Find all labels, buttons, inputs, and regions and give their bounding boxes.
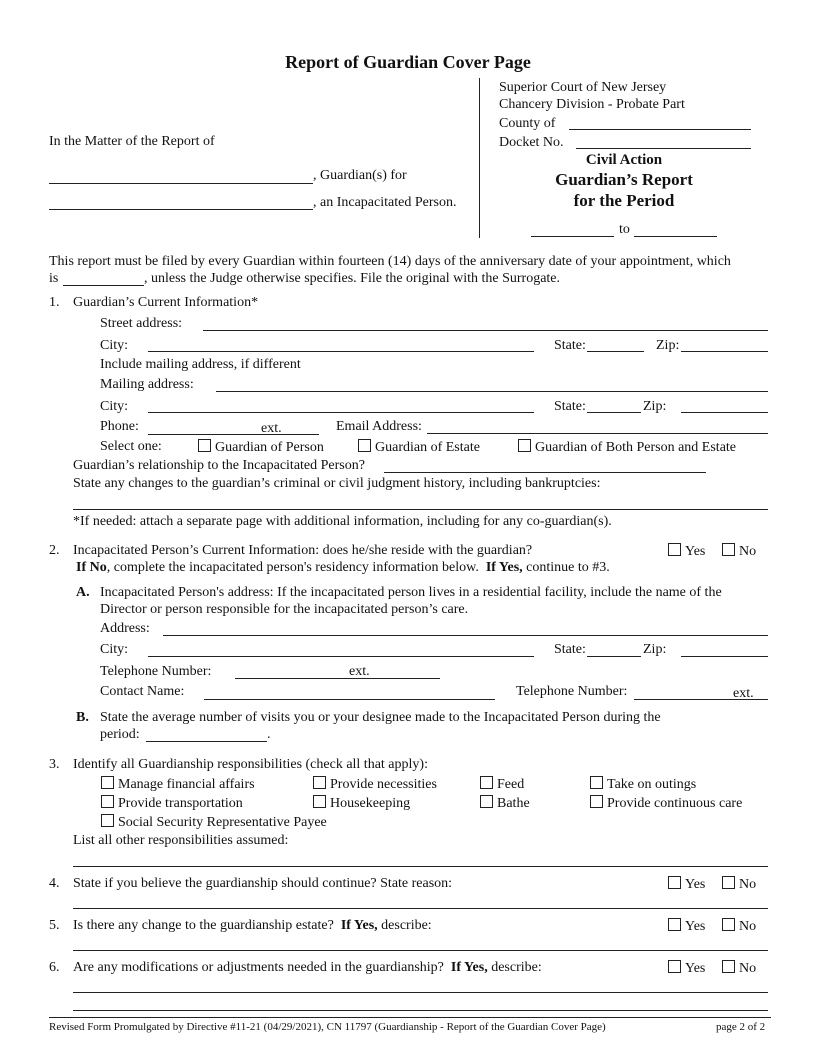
intro-line2: , unless the Judge otherwise specifies. File the original with the Surrogate. xyxy=(144,271,561,286)
checkbox-icon[interactable] xyxy=(358,439,371,452)
s1-opt-both-label: Guardian of Both Person and Estate xyxy=(535,440,737,455)
s4-num: 4. xyxy=(49,876,60,891)
checkbox-icon[interactable] xyxy=(313,795,326,808)
s2b-text1: State the average number of visits you or your designee made to the Incapacitated Person during the xyxy=(100,710,661,725)
s1-street-field[interactable] xyxy=(203,330,768,331)
footer-page: page 2 of 2 xyxy=(716,1021,766,1033)
s1-opt-both[interactable] xyxy=(518,439,736,456)
s1-note: *If needed: attach a separate page with additional information, including for any co-guardian(s). xyxy=(73,514,612,529)
s3-opt-continuous[interactable] xyxy=(590,795,742,812)
s1-city-field[interactable] xyxy=(148,351,534,352)
s2-yes[interactable] xyxy=(668,543,705,560)
s1-email-field[interactable] xyxy=(427,433,768,434)
checkbox-icon[interactable] xyxy=(313,776,326,789)
docket-label: Docket No. xyxy=(499,135,564,150)
s1-relationship-label: Guardian’s relationship to the Incapacitated Person? xyxy=(73,458,365,473)
s1-zip2-label: Zip: xyxy=(643,399,667,414)
s1-num: 1. xyxy=(49,295,60,310)
incap-label: , an Incapacitated Person. xyxy=(313,195,457,210)
s1-state2-field[interactable] xyxy=(587,412,641,413)
s3-opt-label: Manage financial affairs xyxy=(118,777,255,792)
s5-describe: describe: xyxy=(381,918,432,933)
s6-describe: describe: xyxy=(491,960,542,975)
s3-opt-label: Provide continuous care xyxy=(607,796,743,811)
s3-opt-outings[interactable] xyxy=(590,776,696,793)
checkbox-icon[interactable] xyxy=(668,918,681,931)
s1-opt-person[interactable] xyxy=(198,439,324,456)
s5-describe-field[interactable] xyxy=(73,950,768,951)
checkbox-icon[interactable] xyxy=(101,776,114,789)
docket-field[interactable] xyxy=(576,148,751,149)
guardian-for-label: , Guardian(s) for xyxy=(313,168,407,183)
s2-address-label: Address: xyxy=(100,621,150,636)
checkbox-icon[interactable] xyxy=(518,439,531,452)
period-to-field[interactable] xyxy=(634,236,717,237)
s2-state-label: State: xyxy=(554,642,586,657)
s6-text xyxy=(73,960,542,976)
s1-phone-label: Phone: xyxy=(100,419,139,434)
s1-city-label: City: xyxy=(100,338,129,353)
checkbox-icon[interactable] xyxy=(480,795,493,808)
s1-phone-field[interactable] xyxy=(148,434,319,435)
s1-mailing-note: Include mailing address, if different xyxy=(100,357,301,372)
s1-changes-field[interactable] xyxy=(73,509,768,510)
s6-describe-field-1[interactable] xyxy=(73,992,768,993)
s6-no-label: No xyxy=(739,961,757,976)
s3-opt-financial[interactable] xyxy=(101,776,255,793)
s2b-period-dot: . xyxy=(267,727,271,742)
s1-state-label: State: xyxy=(554,338,586,353)
s2b-text2: period: xyxy=(100,727,140,742)
s6-text-main: Are any modifications or adjustments needed in the guardianship? xyxy=(73,960,444,975)
s3-opt-label: Provide necessities xyxy=(330,777,437,792)
s1-ext-label: ext. xyxy=(261,421,282,436)
court-line2: Chancery Division - Probate Part xyxy=(499,97,685,112)
s5-text xyxy=(73,918,432,934)
s3-opt-transportation[interactable] xyxy=(101,795,243,812)
report-title-1: Guardian’s Report xyxy=(555,170,693,189)
s2-num: 2. xyxy=(49,543,60,558)
checkbox-icon[interactable] xyxy=(480,776,493,789)
s5-ifyes: If Yes, xyxy=(340,918,378,933)
s2-contact-label: Contact Name: xyxy=(100,684,185,699)
s3-opt-necessities[interactable] xyxy=(313,776,437,793)
s3-heading: Identify all Guardianship responsibilities (check all that apply): xyxy=(73,757,428,772)
matter-label: In the Matter of the Report of xyxy=(49,134,215,149)
s2-ifno-text: , complete the incapacitated person's residency information below. xyxy=(106,560,479,575)
s3-opt-label: Feed xyxy=(497,777,525,792)
s1-relationship-field[interactable] xyxy=(384,472,706,473)
checkbox-icon[interactable] xyxy=(668,960,681,973)
s3-other-field[interactable] xyxy=(73,866,768,867)
s2-city-field[interactable] xyxy=(148,656,534,657)
county-field[interactable] xyxy=(569,129,751,130)
s1-opt-estate-label: Guardian of Estate xyxy=(375,440,480,455)
s6-yes-label: Yes xyxy=(685,961,706,976)
s5-no-label: No xyxy=(739,919,757,934)
s3-opt-housekeeping[interactable] xyxy=(313,795,410,812)
s4-no-label: No xyxy=(739,877,757,892)
s1-email-label: Email Address: xyxy=(336,419,422,434)
s3-opt-bathe[interactable] xyxy=(480,795,530,812)
s6-no[interactable] xyxy=(722,960,756,977)
s3-list-other: List all other responsibilities assumed: xyxy=(73,833,289,848)
checkbox-icon[interactable] xyxy=(101,814,114,827)
s6-yes[interactable] xyxy=(668,960,705,977)
footer-left: Revised Form Promulgated by Directive #11-21 (04/29/2021), CN 11797 (Guardianship - Report of the Guardian Cover Page) xyxy=(49,1021,606,1033)
s5-num: 5. xyxy=(49,918,60,933)
incap-name-field[interactable] xyxy=(49,209,313,210)
s2-ifyes-bold: If Yes, xyxy=(485,560,523,575)
s2b-label: B. xyxy=(76,710,89,725)
s1-zip2-field[interactable] xyxy=(681,412,768,413)
s2-address-field[interactable] xyxy=(163,635,768,636)
s1-mailing-label: Mailing address: xyxy=(100,377,194,392)
intro-is: is xyxy=(49,271,59,286)
s6-ifyes: If Yes, xyxy=(450,960,488,975)
s1-opt-estate[interactable] xyxy=(358,439,480,456)
checkbox-icon[interactable] xyxy=(101,795,114,808)
s5-text-main: Is there any change to the guardianship estate? xyxy=(73,918,334,933)
s2-question: Incapacitated Person’s Current Information: does he/she reside with the guardian? xyxy=(73,543,533,558)
s3-opt-label: Provide transportation xyxy=(118,796,243,811)
court-line1: Superior Court of New Jersey xyxy=(499,80,667,95)
anniversary-date-field[interactable] xyxy=(63,285,144,286)
s3-opt-label: Housekeeping xyxy=(330,796,411,811)
s4-no[interactable] xyxy=(722,876,756,893)
s2b-visits-field[interactable] xyxy=(146,741,267,742)
s1-city2-field[interactable] xyxy=(148,412,534,413)
s1-zip-field[interactable] xyxy=(681,351,768,352)
s3-opt-label: Social Security Representative Payee xyxy=(118,815,327,830)
checkbox-icon[interactable] xyxy=(668,543,681,556)
s4-reason-field[interactable] xyxy=(73,908,768,909)
s4-yes[interactable] xyxy=(668,876,705,893)
s1-mailing-field[interactable] xyxy=(216,391,768,392)
s2-ifno-bold: If No xyxy=(76,560,107,575)
s6-num: 6. xyxy=(49,960,60,975)
s2a-text2: Director or person responsible for the incapacitated person’s care. xyxy=(100,602,469,617)
s4-text: State if you believe the guardianship should continue? State reason: xyxy=(73,876,453,891)
checkbox-icon[interactable] xyxy=(722,918,735,931)
s2-contact-field[interactable] xyxy=(204,699,495,700)
s2-zip-label: Zip: xyxy=(643,642,667,657)
s1-changes-label: State any changes to the guardian’s criminal or civil judgment history, including bankruptcies: xyxy=(73,476,601,491)
s1-state-field[interactable] xyxy=(587,351,644,352)
s5-no[interactable] xyxy=(722,918,756,935)
s2-telephone2-label: Telephone Number: xyxy=(516,684,628,699)
s2a-label: A. xyxy=(76,585,90,600)
s2-instructions xyxy=(76,560,610,576)
checkbox-icon[interactable] xyxy=(722,960,735,973)
s1-street-label: Street address: xyxy=(100,316,183,331)
s3-opt-payee[interactable] xyxy=(101,814,327,831)
s2-no-label: No xyxy=(739,544,757,559)
checkbox-icon[interactable] xyxy=(722,876,735,889)
checkbox-icon[interactable] xyxy=(590,776,603,789)
s2a-text1: Incapacitated Person's address: If the incapacitated person lives in a residential facility, include the name of the xyxy=(100,585,722,600)
s6-describe-field-2[interactable] xyxy=(73,1010,768,1011)
s1-zip-label: Zip: xyxy=(656,338,680,353)
s3-num: 3. xyxy=(49,757,60,772)
intro-line1: This report must be filed by every Guardian within fourteen (14) days of the anniversary date of your appointment, which xyxy=(49,254,731,269)
checkbox-icon[interactable] xyxy=(198,439,211,452)
s2-city-label: City: xyxy=(100,642,129,657)
s2-telephone-field[interactable] xyxy=(235,678,440,679)
s5-yes[interactable] xyxy=(668,918,705,935)
s2-ext2-label: ext. xyxy=(733,686,754,701)
s2-ifyes-text: continue to #3. xyxy=(522,560,610,575)
s2-state-field[interactable] xyxy=(587,656,641,657)
s1-city2-label: City: xyxy=(100,399,129,414)
page-title: Report of Guardian Cover Page xyxy=(285,52,531,72)
period-to-label: to xyxy=(619,222,630,237)
guardian-name-field[interactable] xyxy=(49,183,313,184)
period-from-field[interactable] xyxy=(531,236,614,237)
s1-heading: Guardian’s Current Information* xyxy=(73,295,259,310)
s2-no[interactable] xyxy=(722,543,756,560)
s1-select-one: Select one: xyxy=(100,439,162,454)
s3-opt-label: Take on outings xyxy=(607,777,697,792)
s2-telephone-label: Telephone Number: xyxy=(100,664,212,679)
civil-action: Civil Action xyxy=(585,152,663,168)
s4-yes-label: Yes xyxy=(685,877,706,892)
checkbox-icon[interactable] xyxy=(722,543,735,556)
checkbox-icon[interactable] xyxy=(668,876,681,889)
header-divider xyxy=(479,78,480,238)
s2-ext-label: ext. xyxy=(349,664,370,679)
s1-state2-label: State: xyxy=(554,399,586,414)
county-label: County of xyxy=(499,116,556,131)
s2-zip-field[interactable] xyxy=(681,656,768,657)
s5-yes-label: Yes xyxy=(685,919,706,934)
checkbox-icon[interactable] xyxy=(590,795,603,808)
s1-opt-person-label: Guardian of Person xyxy=(215,440,324,455)
s3-opt-feed[interactable] xyxy=(480,776,524,793)
s2-yes-label: Yes xyxy=(685,544,706,559)
s3-opt-label: Bathe xyxy=(497,796,530,811)
footer-rule xyxy=(49,1017,771,1018)
report-title-2: for the Period xyxy=(573,191,675,210)
